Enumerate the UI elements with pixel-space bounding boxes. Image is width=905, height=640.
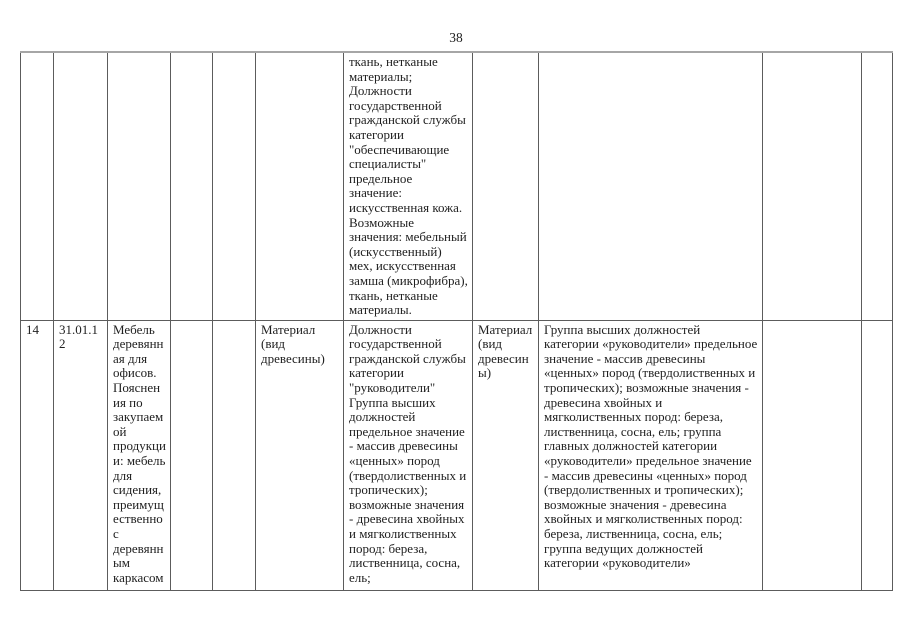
- cell-r2-okpd2-code: 31.01.12: [54, 320, 108, 590]
- page-number: 38: [449, 30, 463, 45]
- cell-r2-seq-number: 14: [21, 320, 54, 590]
- procurement-requirements-table: [20, 51, 893, 591]
- cell-r1-col4: [171, 52, 213, 320]
- table-row-continuation: [21, 52, 893, 320]
- cell-r1-okpd2-code: [54, 52, 108, 320]
- cell-r2-characteristic-name-1: Материал (вид древесины): [256, 320, 344, 590]
- cell-r2-col5: [213, 320, 256, 590]
- cell-r1-col11: [862, 52, 893, 320]
- cell-r2-characteristic-value-2: Группа высших должностей категории «руководители» предельное значение - массив древесины «ценных» пород (твердолиственных и тропических); возможные значения - древесина хвойных и мягколиственных пород: береза, лиственница, сосна, ель; группа главных должностей категории «руководители» предельное значение - массив древесины «ценных» пород (твердолиственных и тропических); возможные значения - древесина хвойных и мягколиственных пород: береза, лиственница, сосна, ель; группа ведущих должностей категории «руководители»: [539, 320, 763, 590]
- cell-r2-col11: [862, 320, 893, 590]
- table-row-item-14: [21, 320, 893, 590]
- cell-r1-seq-number: [21, 52, 54, 320]
- cell-r2-col4: [171, 320, 213, 590]
- cell-r2-product-name: Мебель деревянная для офисов. Пояснения по закупаемой продукции: мебель для сидения, преимущественно с деревянным каркасом: [108, 320, 171, 590]
- cell-r1-characteristic-name-1: [256, 52, 344, 320]
- cell-r1-characteristic-name-2: [473, 52, 539, 320]
- cell-r2-characteristic-value-1: Должности государственной гражданской службы категории "руководители" Группа высших должностей предельное значение - массив древесины «ценных» пород (твердолиственных и тропических); возможные значения - древесина хвойных и мягколиственных пород: береза, лиственница, сосна, ель;: [344, 320, 473, 590]
- cell-r2-col10: [763, 320, 862, 590]
- cell-r2-characteristic-name-2: Материал (вид древесины): [473, 320, 539, 590]
- cell-r1-col5: [213, 52, 256, 320]
- cell-r1-characteristic-value-2: [539, 52, 763, 320]
- cell-r1-product-name: [108, 52, 171, 320]
- cell-r1-col10: [763, 52, 862, 320]
- cell-r1-characteristic-value-1: ткань, нетканые материалы; Должности государственной гражданской службы категории "обеспечивающие специалисты" предельное значение: искусственная кожа. Возможные значения: мебельный (искусственный) мех, искусственная замша (микрофибра), ткань, нетканые материалы.: [344, 52, 473, 320]
